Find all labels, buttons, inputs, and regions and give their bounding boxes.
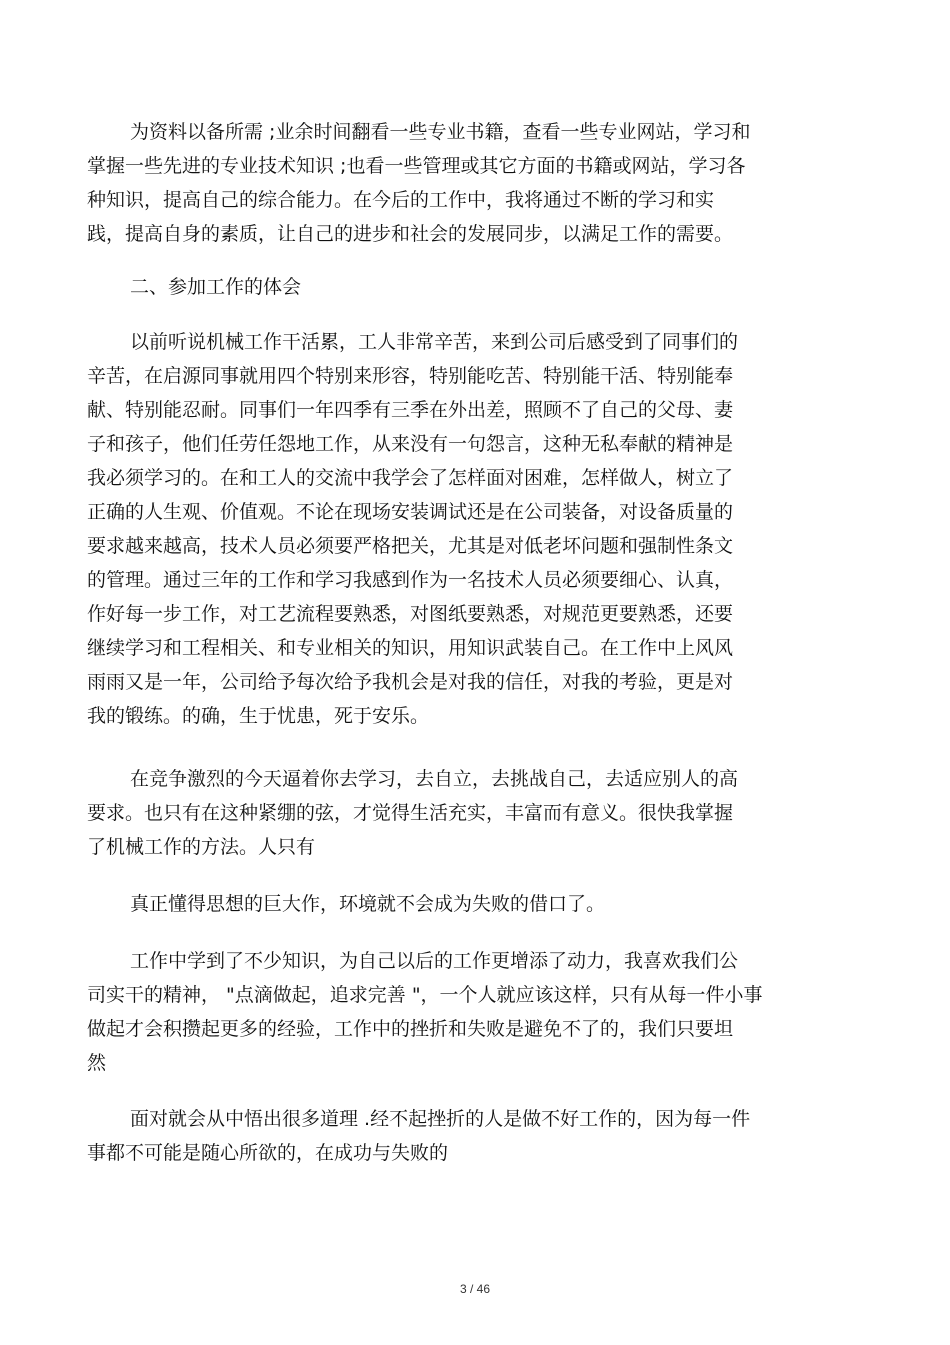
text-line: 工作中学到了不少知识，为自己以后的工作更增添了动力，我喜欢我们公 xyxy=(130,950,739,972)
text-line: 雨雨又是一年，公司给予每次给予我机会是对我的信任，对我的考验，更是对 xyxy=(87,671,734,693)
text-line: 面对就会从中悟出很多道理 .经不起挫折的人是做不好工作的，因为每一件 xyxy=(130,1108,751,1130)
text-line: 然 xyxy=(87,1052,107,1074)
text-line: 了机械工作的方法。人只有 xyxy=(87,836,316,858)
text-line: 献、特别能忍耐。同事们一年四季有三季在外出差，照顾不了自己的父母、妻 xyxy=(87,399,734,421)
page-number: 3 / 46 xyxy=(459,1282,491,1296)
text-line: 二、参加工作的体会 xyxy=(130,276,302,298)
text-line: 以前听说机械工作干活累，工人非常辛苦，来到公司后感受到了同事们的 xyxy=(130,331,739,353)
text-line: 的管理。通过三年的工作和学习我感到作为一名技术人员必须要细心、认真， xyxy=(87,569,734,591)
text-line: 为资料以备所需 ;业余时间翻看一些专业书籍，查看一些专业网站，学习和 xyxy=(130,121,751,143)
text-line: 要求越来越高，技术人员必须要严格把关，尤其是对低老坏问题和强制性条文 xyxy=(87,535,734,557)
text-line: 种知识，提高自己的综合能力。在今后的工作中，我将通过不断的学习和实 xyxy=(87,189,715,211)
text-line: 真正懂得思想的巨大作，环境就不会成为失败的借口了。 xyxy=(130,893,606,915)
text-line: 践，提高自身的素质，让自己的进步和社会的发展同步，以满足工作的需要。 xyxy=(87,223,734,245)
text-line: 做起才会积攒起更多的经验，工作中的挫折和失败是避免不了的，我们只要坦 xyxy=(87,1018,734,1040)
text-line: 子和孩子，他们任劳任怨地工作，从来没有一句怨言，这种无私奉献的精神是 xyxy=(87,433,734,455)
text-line: 我的锻练。的确，生于忧患，死于安乐。 xyxy=(87,705,430,727)
text-line: 继续学习和工程相关、和专业相关的知识，用知识武装自己。在工作中上风风 xyxy=(87,637,734,659)
text-line: 在竞争激烈的今天逼着你去学习，去自立，去挑战自己，去适应别人的高 xyxy=(130,768,739,790)
text-line: 正确的人生观、价值观。不论在现场安装调试还是在公司装备，对设备质量的 xyxy=(87,501,734,523)
text-line: 我必须学习的。在和工人的交流中我学会了怎样面对困难，怎样做人，树立了 xyxy=(87,467,734,489)
text-line: 司实干的精神， "点滴做起，追求完善 "，一个人就应该这样，只有从每一件小事 xyxy=(87,984,763,1006)
text-line: 辛苦，在启源同事就用四个特别来形容，特别能吃苦、特别能干活、特别能奉 xyxy=(87,365,734,387)
text-line: 掌握一些先进的专业技术知识 ;也看一些管理或其它方面的书籍或网站，学习各 xyxy=(87,155,746,177)
text-line: 作好每一步工作，对工艺流程要熟悉，对图纸要熟悉，对规范更要熟悉，还要 xyxy=(87,603,734,625)
text-line: 事都不可能是随心所欲的，在成功与失败的 xyxy=(87,1142,449,1164)
text-line: 要求。也只有在这种紧绷的弦，才觉得生活充实，丰富而有意义。很快我掌握 xyxy=(87,802,734,824)
